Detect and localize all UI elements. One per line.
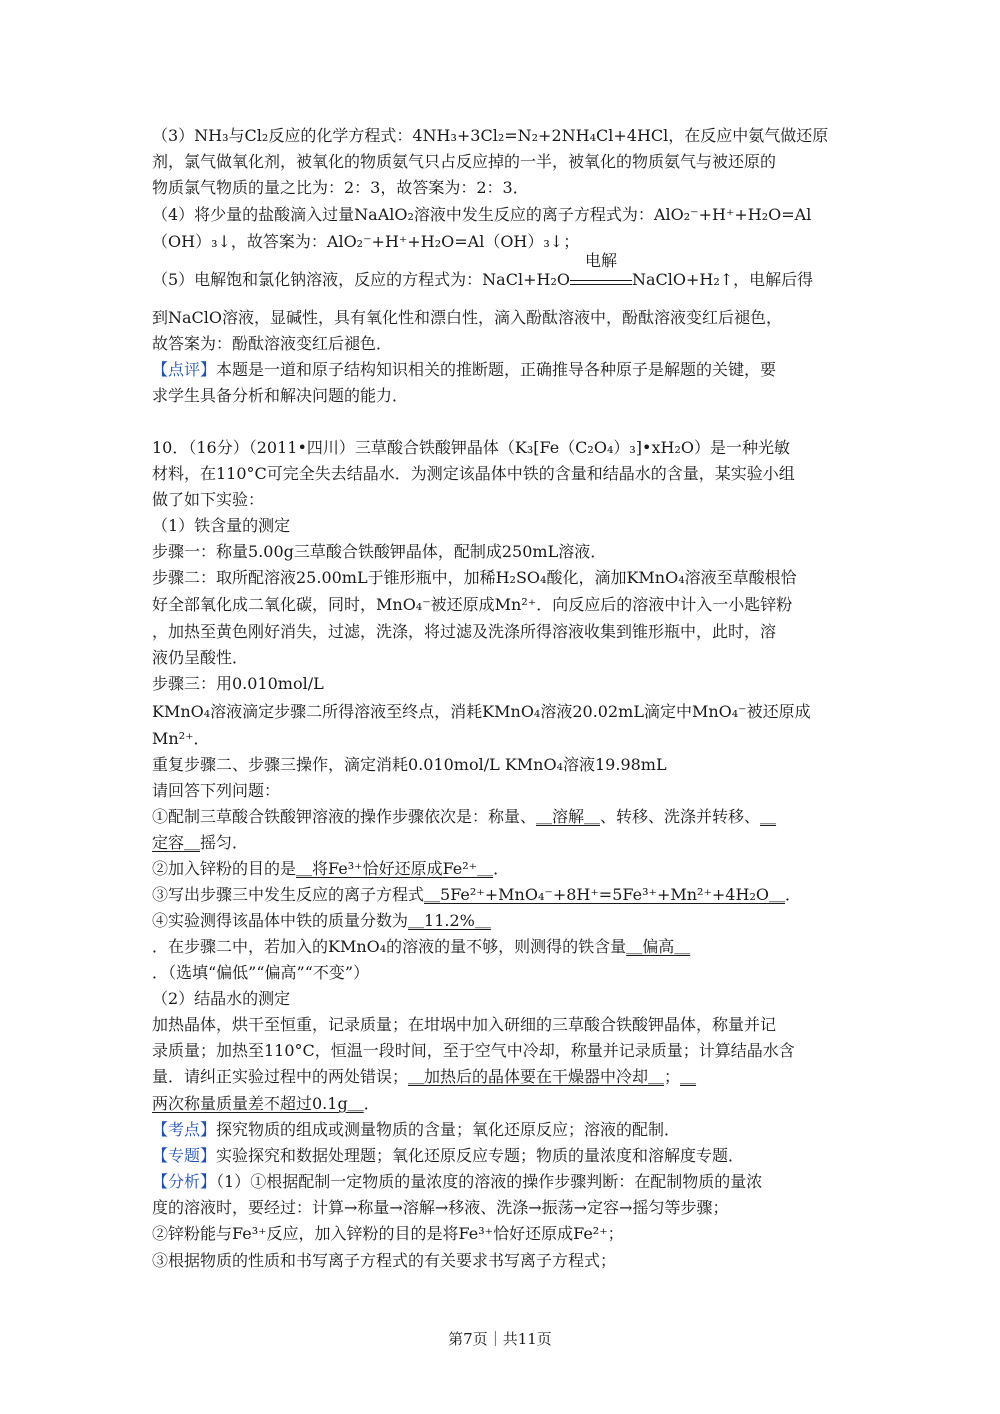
answer-line (152, 1092, 852, 1116)
equation-line (152, 251, 852, 292)
text-line: ②锌粉能与Fe³⁺反应，加入锌粉的目的是将Fe³⁺恰好还原成Fe²⁺； (152, 1224, 624, 1243)
kaodian-text: 探究物质的组成或测量物质的含量；氧化还原反应；溶液的配制． (216, 1120, 681, 1139)
answer-blank: 两次称量质量差不超过0.1g＿ (152, 1094, 364, 1113)
text-line: 加热晶体，烘干至恒重，记录质量；在坩埚中加入研细的三草酸合铁酸钾晶体，称量并记 (152, 1015, 777, 1034)
text-line: （1）铁含量的测定 (152, 516, 291, 535)
answer-prompt: 、转移、洗涤并转移、 (600, 807, 761, 826)
answer-prompt: 量．请纠正实验过程中的两处错误； (152, 1067, 409, 1086)
answer-blank: ＿加热后的晶体要在干燥器中冷却＿ (408, 1067, 665, 1086)
electrolysis-condition: 电解 (584, 251, 617, 270)
answer-blank: ＿溶解＿ (536, 807, 601, 826)
answer-line (152, 935, 852, 959)
zhuanti-line (152, 1144, 852, 1168)
answer-blank: ＿5Fe²⁺+MnO₄⁻+8H⁺=5Fe³⁺+Mn²⁺+4H₂O＿ (424, 885, 785, 904)
text-line: 剂，氯气做氧化剂，被氧化的物质氨气只占反应掉的一半，被氧化的物质氨气与被还原的 (152, 152, 777, 171)
text-line: 步骤二：取所配溶液25.00mL于锥形瓶中，加稀H₂SO₄酸化，滴加KMnO₄溶液至草酸根恰 (152, 568, 797, 587)
text-line: Mn²⁺． (152, 729, 210, 748)
text-line: 请回答下列问题： (152, 781, 281, 800)
answer-blank: ＿11.2%＿ (408, 911, 491, 930)
text-line: 物质氯气物质的量之比为：2：3，故答案为：2：3． (152, 178, 529, 197)
fenxi-line (152, 1170, 852, 1194)
comment-line (152, 358, 852, 382)
text-line: ③根据物质的性质和书写离子方程式的有关要求书写离子方程式； (152, 1251, 617, 1270)
question-title: 10．（16分）（2011•四川）三草酸合铁酸钾晶体（K₃[Fe（C₂O₄）₃]•xH₂O）是一种光敏 (152, 438, 790, 457)
page-footer: 第7页｜共11页 (448, 1330, 552, 1348)
answer-line (152, 831, 852, 855)
text-line: 到NaClO溶液，显碱性，具有氧化性和漂白性，滴入酚酞溶液中，酚酞溶液变红后褪色， (152, 308, 783, 327)
text-line: 求学生具备分析和解决问题的能力． (152, 386, 409, 405)
text-line: 步骤三：用0.010mol/L (152, 674, 324, 693)
answer-line (152, 1065, 852, 1089)
kaodian-tag: 【考点】 (152, 1120, 217, 1139)
text-line: ．（选填“偏低”“偏高”“不变”） (152, 963, 370, 982)
answer-prompt: ③写出步骤三中发生反应的离子方程式 (152, 885, 425, 904)
answer-prompt: 摇匀． (200, 833, 249, 852)
equation-suffix: NaClO+H₂↑，电解后得 (631, 270, 814, 289)
comment-text: 本题是一道和原子结构知识相关的推断题，正确推导各种原子是解题的关键，要 (216, 360, 777, 379)
text-line: （4）将少量的盐酸滴入过量NaAlO₂溶液中发生反应的离子方程式为：AlO₂⁻+H⁺+H₂O=Al (152, 205, 812, 224)
answer-prompt: ②加入锌粉的目的是 (152, 859, 297, 878)
answer-prompt: ①配制三草酸合铁酸钾溶液的操作步骤依次是：称量、 (152, 807, 537, 826)
text-line: （2）结晶水的测定 (152, 989, 291, 1008)
answer-prompt: ． (784, 885, 801, 904)
answer-line (152, 909, 852, 933)
text-line: 故答案为：酚酞溶液变红后褪色． (152, 334, 393, 353)
text-line: ，加热至黄色刚好消失，过滤，洗涤，将过滤及洗涤所得溶液收集到锥形瓶中，此时，溶 (152, 622, 777, 641)
answer-line (152, 883, 852, 907)
zhuanti-text: 实验探究和数据处理题；氧化还原反应专题；物质的量浓度和溶解度专题． (216, 1146, 745, 1165)
text-line: 好全部氧化成二氧化碳，同时，MnO₄⁻被还原成Mn²⁺．向反应后的溶液中计入一小匙锌粉 (152, 595, 793, 614)
kaodian-line (152, 1118, 852, 1142)
text-line: （3）NH₃与Cl₂反应的化学方程式：4NH₃+3Cl₂=N₂+2NH₄Cl+4HCl，在反应中氨气做还原 (152, 126, 829, 145)
text-line: 步骤一：称量5.00g三草酸合铁酸钾晶体，配制成250mL溶液． (152, 542, 607, 561)
answer-line (152, 805, 852, 829)
answer-blank: 定容＿ (152, 833, 201, 852)
text-line: 材料，在110°C可完全失去结晶水．为测定该晶体中铁的含量和结晶水的含量，某实验小组 (152, 464, 795, 483)
answer-prompt: ． (363, 1094, 380, 1113)
fenxi-tag: 【分析】 (152, 1172, 217, 1191)
text-line: 液仍呈酸性． (152, 648, 249, 667)
answer-prompt: ； (664, 1067, 681, 1086)
equation-prefix: （5）电解饱和氯化钠溶液，反应的方程式为：NaCl+H₂O (152, 270, 570, 289)
comment-tag: 【点评】 (152, 360, 217, 379)
text-line: 重复步骤二、步骤三操作，滴定消耗0.010mol/L KMnO₄溶液19.98mL (152, 755, 667, 774)
answer-blank: ＿ (680, 1067, 697, 1086)
zhuanti-tag: 【专题】 (152, 1146, 217, 1165)
answer-blank: ＿偏高＿ (626, 937, 691, 956)
text-line: （OH）₃↓，故答案为：AlO₂⁻+H⁺+H₂O=Al（OH）₃↓； (152, 232, 580, 251)
text-line: 度的溶液时，要经过：计算→称量→溶解→移液、洗涤→振荡→定容→摇匀等步骤； (152, 1198, 729, 1217)
answer-blank: ＿ (760, 807, 777, 826)
answer-prompt: ④实验测得该晶体中铁的质量分数为 (152, 911, 409, 930)
answer-blank: ＿将Fe³⁺恰好还原成Fe²⁺＿ (296, 859, 494, 878)
answer-prompt: ．在步骤二中，若加入的KMnO₄的溶液的量不够，则测得的铁含量 (152, 937, 627, 956)
text-line: KMnO₄溶液滴定步骤二所得溶液至终点，消耗KMnO₄溶液20.02mL滴定中MnO₄⁻被还原成 (152, 702, 811, 721)
text-line: 做了如下实验： (152, 490, 265, 509)
answer-prompt: ． (493, 859, 510, 878)
electrolysis-arrow (570, 251, 632, 285)
answer-line (152, 857, 852, 881)
text-line: 录质量；加热至110°C，恒温一段时间，至于空气中冷却，称量并记录质量；计算结晶水含 (152, 1041, 795, 1060)
fenxi-text: （1）①根据配制一定物质的量浓度的溶液的操作步骤判断：在配制物质的量浓 (216, 1172, 763, 1191)
